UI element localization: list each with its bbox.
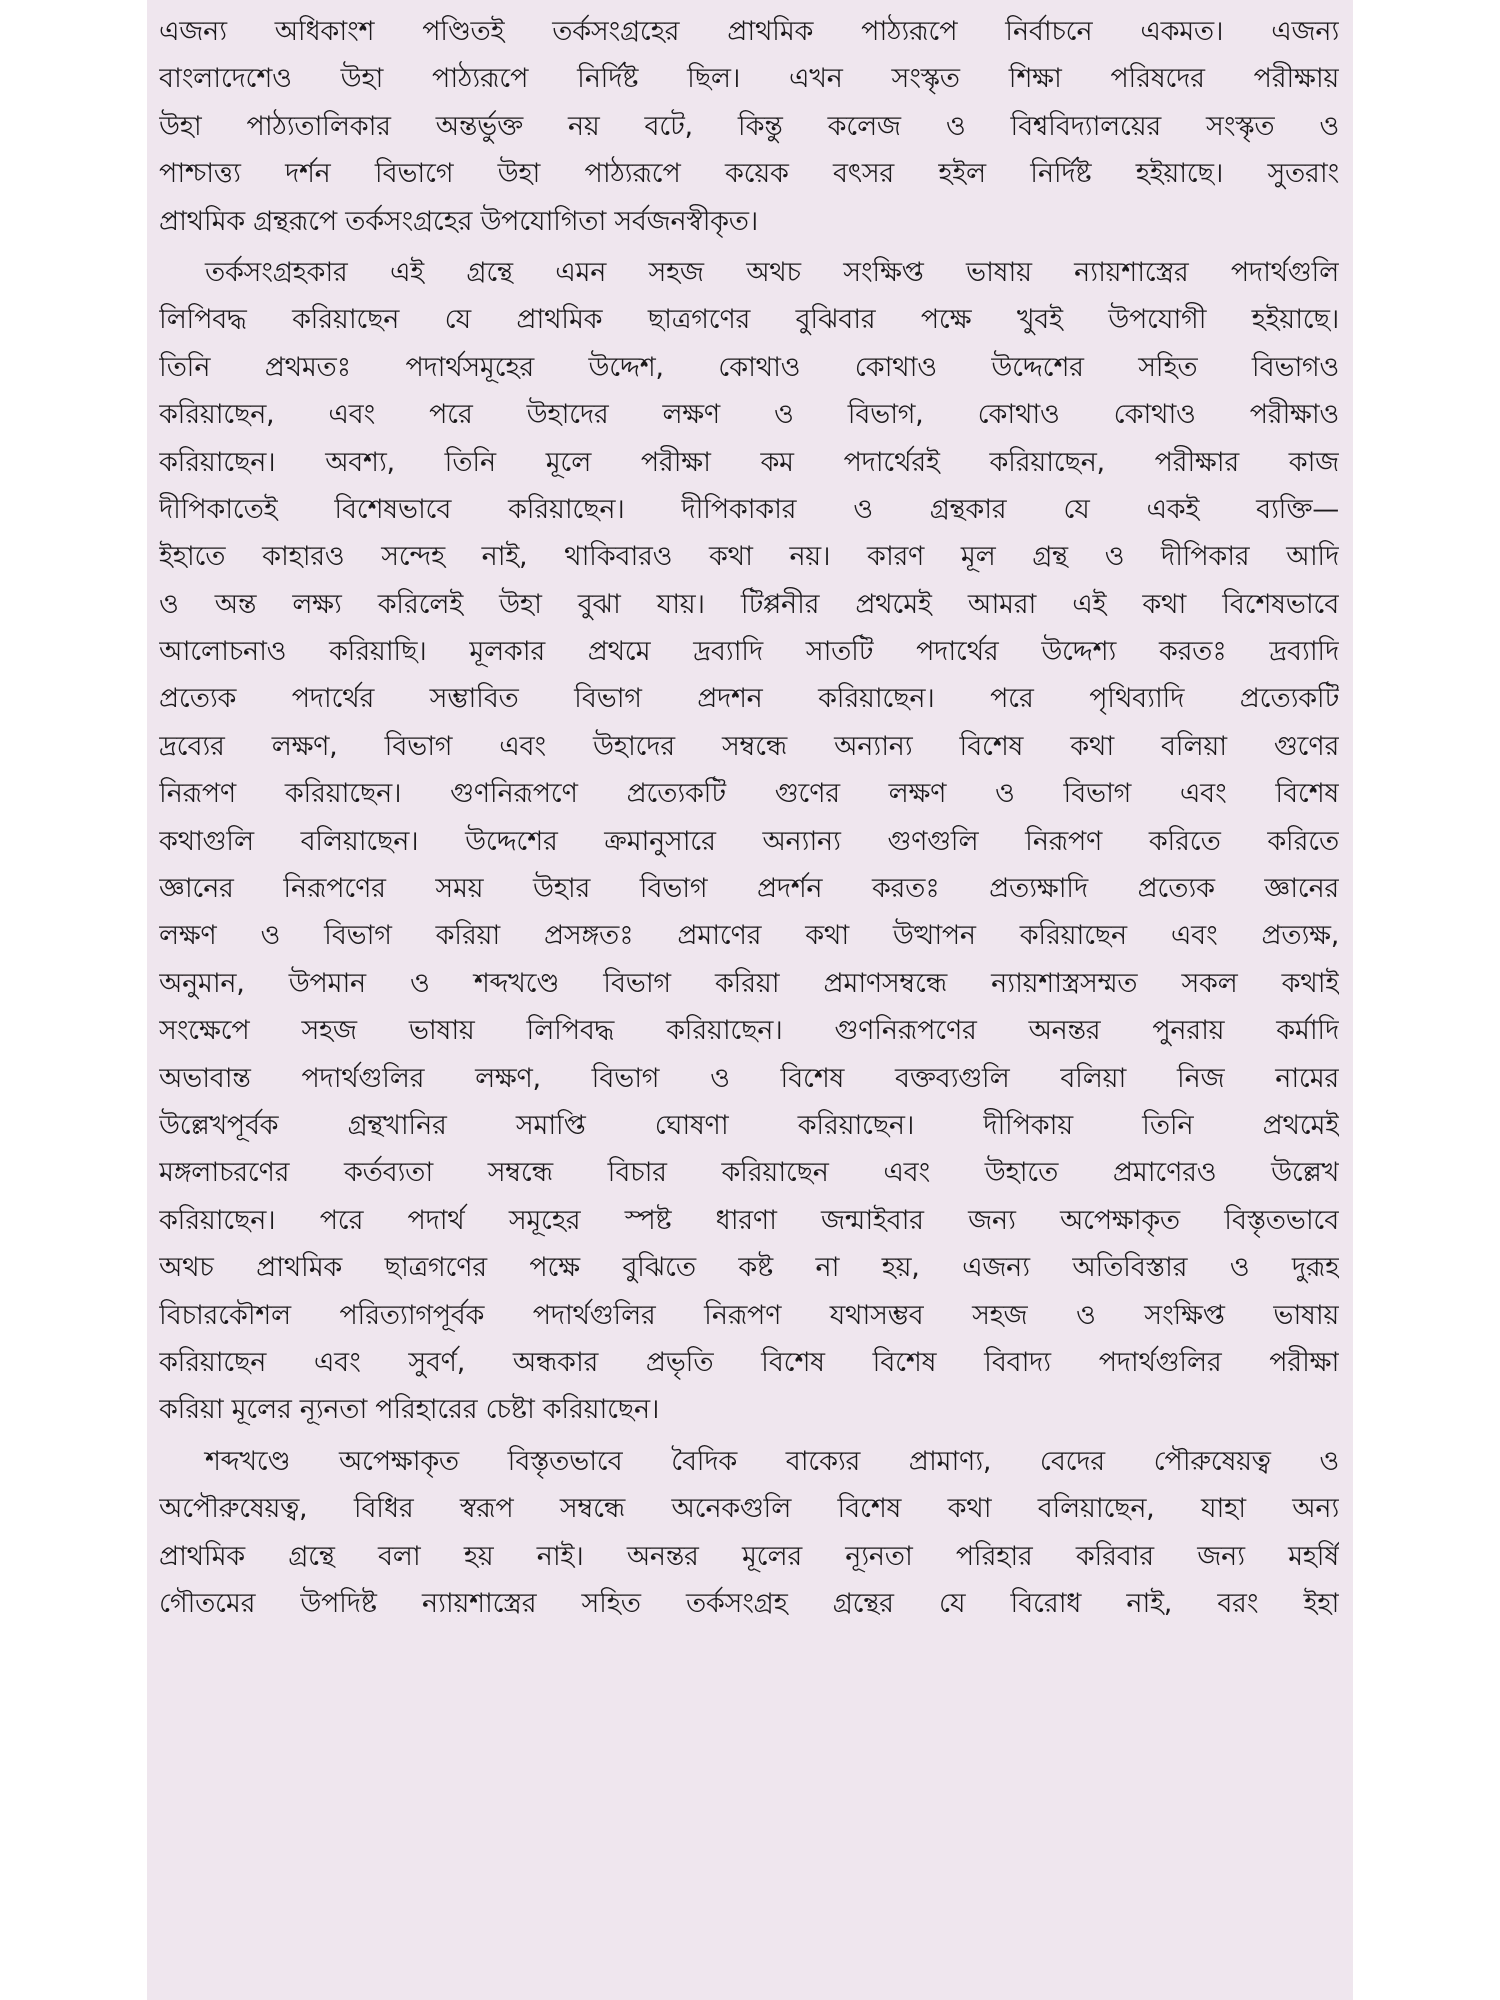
paragraph (159, 8, 1339, 245)
text-line: লিপিবদ্ধ করিয়াছেন যে প্রাথমিক ছাত্রগণের বুঝিবার পক্ষে খুবই উপযোগী হইয়াছে। (159, 304, 1339, 336)
text-line: দীপিকাতেই বিশেষভাবে করিয়াছেন। দীপিকাকার ও গ্রন্থকার যে একই ব্যক্তি— (159, 493, 1339, 525)
text-line: বিচারকৌশল পরিত্যাগপূর্বক পদার্থগুলির নিরূপণ যথাসম্ভব সহজ ও সংক্ষিপ্ত ভাষায় (159, 1299, 1339, 1331)
text-line: করিয়া মূলের ন্যূনতা পরিহারের চেষ্টা করিয়াছেন। (159, 1394, 660, 1426)
text-line: করিয়াছেন। পরে পদার্থ সমূহের স্পষ্ট ধারণা জন্মাইবার জন্য অপেক্ষাকৃত বিস্তৃতভাবে (159, 1204, 1339, 1236)
text-line: ও অন্ত লক্ষ্য করিলেই উহা বুঝা যায়। টিপ্পনীর প্রথমেই আমরা এই কথা বিশেষভাবে (159, 588, 1339, 620)
text-line: পাশ্চাত্ত্য দর্শন বিভাগে উহা পাঠ্যরূপে কয়েক বৎসর হইল নির্দিষ্ট হইয়াছে। সুতরাং (159, 158, 1339, 190)
text-line: জ্ঞানের নিরূপণের সময় উহার বিভাগ প্রদর্শন করতঃ প্রত্যক্ষাদি প্রত্যেক জ্ঞানের (159, 873, 1339, 905)
text-line: করিয়াছেন এবং সুবর্ণ, অন্ধকার প্রভৃতি বিশেষ বিশেষ বিবাদ্য পদার্থগুলির পরীক্ষা (159, 1346, 1339, 1378)
text-line: প্রাথমিক গ্রন্থে বলা হয় নাই। অনন্তর মূলের ন্যূনতা পরিহার করিবার জন্য মহর্ষি (159, 1540, 1339, 1572)
text-line: শব্দখণ্ডে অপেক্ষাকৃত বিস্তৃতভাবে বৈদিক বাক্যের প্রামাণ্য, বেদের পৌরুষেয়ত্ব ও (205, 1445, 1339, 1477)
text-line: সংক্ষেপে সহজ ভাষায় লিপিবদ্ধ করিয়াছেন। গুণনিরূপণের অনন্তর পুনরায় কর্মাদি (159, 1015, 1339, 1047)
text-line: অভাবান্ত পদার্থগুলির লক্ষণ, বিভাগ ও বিশেষ বক্তব্যগুলি বলিয়া নিজ নামের (159, 1062, 1339, 1094)
text-line: করিয়াছেন, এবং পরে উহাদের লক্ষণ ও বিভাগ, কোথাও কোথাও পরীক্ষাও (159, 399, 1339, 431)
text-line: গৌতমের উপদিষ্ট ন্যায়শাস্ত্রের সহিত তর্কসংগ্রহ গ্রন্থের যে বিরোধ নাই, বরং ইহা (159, 1587, 1339, 1619)
page-body-text (159, 8, 1339, 1627)
text-line: দ্রব্যের লক্ষণ, বিভাগ এবং উহাদের সম্বন্ধে অন্যান্য বিশেষ কথা বলিয়া গুণের (159, 730, 1339, 762)
text-line: প্রত্যেক পদার্থের সম্ভাবিত বিভাগ প্রদশন করিয়াছেন। পরে পৃথিব্যাদি প্রত্যেকটি (159, 683, 1339, 715)
scanned-page (147, 0, 1353, 2000)
text-line: তিনি প্রথমতঃ পদার্থসমূহের উদ্দেশ, কোথাও কোথাও উদ্দেশের সহিত বিভাগও (159, 351, 1339, 383)
text-line: তর্কসংগ্রহকার এই গ্রন্থে এমন সহজ অথচ সংক্ষিপ্ত ভাষায় ন্যায়শাস্ত্রের পদার্থগুলি (205, 256, 1339, 288)
text-line: মঙ্গলাচরণের কর্তব্যতা সম্বন্ধে বিচার করিয়াছেন এবং উহাতে প্রমাণেরও উল্লেখ (159, 1157, 1339, 1189)
text-line: উল্লেখপূর্বক গ্রন্থখানির সমাপ্তি ঘোষণা করিয়াছেন। দীপিকায় তিনি প্রথমেই (159, 1109, 1339, 1141)
text-line: কথাগুলি বলিয়াছেন। উদ্দেশের ক্রমানুসারে অন্যান্য গুণগুলি নিরূপণ করিতে করিতে (159, 825, 1339, 857)
text-line: অপৌরুষেয়ত্ব, বিধির স্বরূপ সম্বন্ধে অনেকগুলি বিশেষ কথা বলিয়াছেন, যাহা অন্য (159, 1493, 1339, 1525)
text-line: বাংলাদেশেও উহা পাঠ্যরূপে নির্দিষ্ট ছিল। এখন সংস্কৃত শিক্ষা পরিষদের পরীক্ষায় (159, 63, 1339, 95)
text-line: প্রাথমিক গ্রন্থরূপে তর্কসংগ্রহের উপযোগিতা সর্বজনস্বীকৃত। (159, 205, 759, 237)
text-line: ইহাতে কাহারও সন্দেহ নাই, থাকিবারও কথা নয়। কারণ মূল গ্রন্থ ও দীপিকার আদি (159, 541, 1339, 573)
text-line: আলোচনাও করিয়াছি। মূলকার প্রথমে দ্রব্যাদি সাতটি পদার্থের উদ্দেশ্য করতঃ দ্রব্যাদি (159, 636, 1339, 668)
text-line: লক্ষণ ও বিভাগ করিয়া প্রসঙ্গতঃ প্রমাণের কথা উত্থাপন করিয়াছেন এবং প্রত্যক্ষ, (159, 920, 1339, 952)
text-line: করিয়াছেন। অবশ্য, তিনি মূলে পরীক্ষা কম পদার্থেরই করিয়াছেন, পরীক্ষার কাজ (159, 446, 1339, 478)
text-line: নিরূপণ করিয়াছেন। গুণনিরূপণে প্রত্যেকটি গুণের লক্ষণ ও বিভাগ এবং বিশেষ (159, 778, 1339, 810)
text-line: অনুমান, উপমান ও শব্দখণ্ডে বিভাগ করিয়া প্রমাণসম্বন্ধে ন্যায়শাস্ত্রসম্মত সকল কথাই (159, 967, 1339, 999)
paragraph (159, 249, 1339, 1434)
text-line: উহা পাঠ্যতালিকার অন্তর্ভুক্ত নয় বটে, কিন্তু কলেজ ও বিশ্ববিদ্যালয়ের সংস্কৃত ও (159, 110, 1339, 142)
text-line: অথচ প্রাথমিক ছাত্রগণের পক্ষে বুঝিতে কষ্ট না হয়, এজন্য অতিবিস্তার ও দুরূহ (159, 1252, 1339, 1284)
paragraph (159, 1438, 1339, 1628)
text-line: এজন্য অধিকাংশ পণ্ডিতই তর্কসংগ্রহের প্রাথমিক পাঠ্যরূপে নির্বাচনে একমত। এজন্য (159, 16, 1339, 47)
